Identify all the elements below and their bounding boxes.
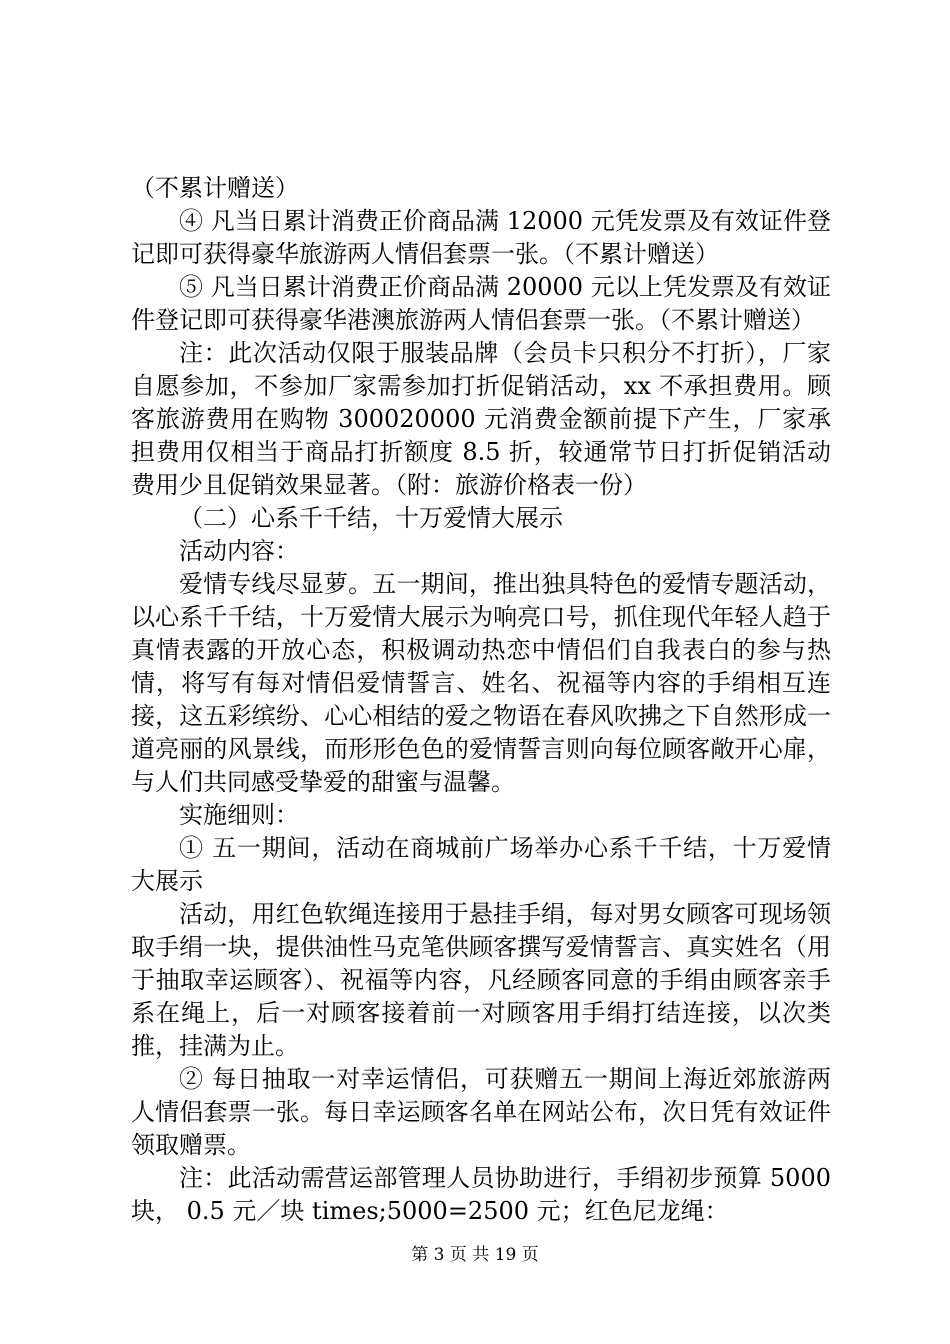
activity-content-body: 爱情专线尽显萝。五一期间，推出独具特色的爱情专题活动，以心系千千结，十万爱情大展示为响亮口号，抓住现代年轻人趋于真情表露的开放心态，积极调动热恋中情侣们自我表白的参与热情，将写有每对情侣爱情誓言、姓名、祝福等内容的手绢相互连接，这五彩缤纷、心心相结的爱之物语在春风吹拂之下自然形成一道亮丽的风景线，而形形色色的爱情誓言则向每位顾客敞开心扉，与人们共同感受挚爱的甜蜜与温馨。 [131, 570, 831, 796]
paragraph-1: （不累计赠送） [131, 174, 299, 202]
section-heading: （二）心系千千结，十万爱情大展示 [179, 504, 563, 532]
rule-1-details: 活动，用红色软绳连接用于悬挂手绢，每对男女顾客可现场领取手绢一块，提供油性马克笔供顾客撰写爱情誓言、真实姓名（用于抽取幸运顾客）、祝福等内容，凡经顾客同意的手绢由顾客亲手系在绳上，后一对顾客接着前一对顾客用手绢打结连接，以次类推，挂满为止。 [131, 900, 831, 1060]
rule-1: ① 五一期间，活动在商城前广场举办心系千千结，十万爱情大展示 [131, 834, 831, 895]
page-footer: 第 3 页 共 19 页 [411, 1245, 539, 1265]
paragraph-3: ⑤ 凡当日累计消费正价商品满 20000 元以上凭发票及有效证件登记即可获得豪华港澳旅游两人情侣套票一张。（不累计赠送） [131, 273, 831, 334]
paragraph-4-note: 注：此次活动仅限于服装品牌（会员卡只积分不打折），厂家自愿参加，不参加厂家需参加打折促销活动，xx 不承担费用。顾客旅游费用在购物 300020000 元消费金额前提下产生，厂家承担费用仅相当于商品打折额度 8.5 折，较通常节日打折促销活动费用少且促销效果显著。（附：旅游价格表一份） [131, 339, 831, 499]
rule-2: ② 每日抽取一对幸运情侣，可获赠五一期间上海近郊旅游两人情侣套票一张。每日幸运顾客名单在网站公布，次日凭有效证件领取赠票。 [131, 1065, 831, 1159]
activity-content-label: 活动内容： [179, 537, 299, 565]
document-body [131, 172, 831, 1228]
implementation-label: 实施细则： [179, 801, 299, 829]
note-budget: 注：此活动需营运部管理人员协助进行，手绢初步预算 5000 块， 0.5 元／块 times;5000=2500 元；红色尼龙绳： [131, 1164, 831, 1225]
paragraph-2: ④ 凡当日累计消费正价商品满 12000 元凭发票及有效证件登记即可获得豪华旅游两人情侣套票一张。（不累计赠送） [131, 207, 831, 268]
